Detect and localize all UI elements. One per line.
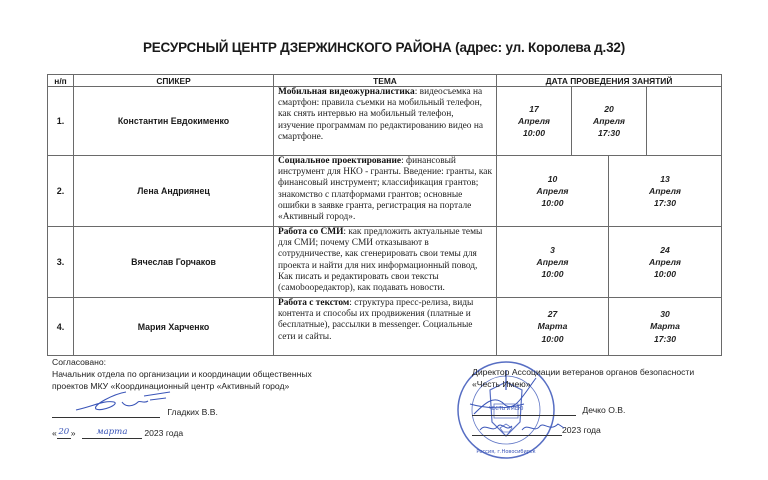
header-speaker: СПИКЕР bbox=[74, 75, 274, 87]
footer-left bbox=[52, 356, 312, 439]
date-month: Апреля bbox=[649, 185, 681, 196]
header-topic: ТЕМА bbox=[274, 75, 497, 87]
topic-title: Работа с текстом bbox=[278, 298, 350, 308]
date-day: 13 bbox=[660, 173, 670, 184]
right-signature-line bbox=[472, 404, 694, 416]
date-day-handwritten: 20 bbox=[58, 427, 70, 437]
date-time: 10:00 bbox=[541, 333, 564, 344]
date-month: Марта bbox=[537, 321, 568, 332]
date-cell bbox=[609, 227, 722, 298]
date-month: Апреля bbox=[518, 115, 550, 126]
left-date-line: « 20 » марта 2023 года bbox=[52, 427, 184, 438]
topic-text: : видеосъемка на смартфон: правила съемки на мобильный телефон, как снять интервью на мобильный телефон, изучение программам по редактированию видео на смартфоне. bbox=[278, 87, 484, 142]
left-position-line1: Начальник отдела по организации и координации общественных bbox=[52, 369, 312, 379]
speaker-name: Мария Харченко bbox=[74, 298, 274, 356]
date-time: 17:30 bbox=[598, 128, 620, 139]
date-day: 20 bbox=[604, 103, 614, 114]
date-time: 10:00 bbox=[541, 269, 564, 280]
topic-title: Работа со СМИ bbox=[278, 227, 344, 237]
stamp-city: Россия, г.Новосибирск bbox=[476, 449, 536, 455]
right-position-line1: Директор Ассоциации ветеранов органов безопасности bbox=[472, 367, 695, 377]
topic-text: : финансовый инструмент для НКО - гранты. Введение: гранты, как финансовый инструмент; классификация грантов; знакомство с платформами грантов; основные ошибки в заявке гранта, регистрация на портале «Активный город». bbox=[278, 156, 493, 223]
topic-text: : структура пресс-релиза, виды контента и способы их продвижения (платные и бесплатные), рассылки в messenger. Социальные сети и сайты. bbox=[278, 298, 474, 342]
left-signature-line bbox=[52, 406, 312, 418]
handwritten-date-icon bbox=[478, 418, 568, 438]
topic-cell bbox=[274, 87, 497, 156]
topic-text: : как предложить актуальные темы для СМИ; почему СМИ отказывают в сотрудничестве, как сгенерировать свои темы для проекта и найти для них информационный повод, Как писать и редактировать свои тексты (самоbooредактор), как подавать новости. bbox=[278, 227, 483, 294]
date-cell bbox=[609, 298, 722, 356]
date-time: 10:00 bbox=[541, 198, 564, 209]
date-cell bbox=[497, 87, 572, 156]
signature-icon bbox=[464, 374, 544, 424]
right-position-line2: «Честь Имею» bbox=[472, 379, 531, 389]
right-signer-name: Дечко О.В. bbox=[582, 405, 626, 415]
date-cell bbox=[497, 227, 609, 298]
table-row bbox=[48, 156, 722, 227]
date-time: 10:00 bbox=[523, 128, 545, 139]
date-day: 17 bbox=[529, 103, 539, 114]
date-cell bbox=[497, 156, 609, 227]
date-time: 17:30 bbox=[654, 198, 676, 209]
schedule-table bbox=[47, 74, 722, 356]
footer-right bbox=[472, 366, 694, 436]
header-num: н/п bbox=[48, 75, 74, 87]
date-month: Апреля bbox=[536, 185, 569, 196]
date-month: Апреля bbox=[593, 115, 625, 126]
table-row bbox=[48, 298, 722, 356]
left-date-year: 2023 года bbox=[144, 428, 184, 438]
table-row bbox=[48, 227, 722, 298]
agreed-label: Согласовано: bbox=[52, 357, 107, 367]
table-row bbox=[48, 87, 722, 156]
date-day: 10 bbox=[547, 173, 558, 184]
date-cell bbox=[572, 87, 647, 156]
date-day: 3 bbox=[550, 244, 555, 255]
date-month: Марта bbox=[650, 321, 680, 332]
page-title: РЕСУРСНЫЙ ЦЕНТР ДЗЕРЖИНСКОГО РАЙОНА (адрес: ул. Королева д.32) bbox=[142, 40, 626, 55]
right-date-line bbox=[472, 424, 694, 436]
signature-icon bbox=[74, 390, 174, 414]
date-cell-empty bbox=[647, 87, 722, 156]
stamp-text: ЧЕСТЬ ИМЕЮ bbox=[488, 406, 524, 412]
date-cell bbox=[497, 298, 609, 356]
date-month-handwritten: марта bbox=[82, 426, 142, 439]
date-time: 17:30 bbox=[654, 333, 676, 344]
speaker-name: Константин Евдокименко bbox=[74, 87, 274, 156]
date-month: Апреля bbox=[536, 256, 569, 267]
speaker-name: Вячеслав Горчаков bbox=[74, 227, 274, 298]
row-number: 2. bbox=[48, 156, 74, 227]
row-number: 3. bbox=[48, 227, 74, 298]
date-cell bbox=[609, 156, 722, 227]
date-day: 24 bbox=[660, 244, 670, 255]
topic-title: Социальное проектирование bbox=[278, 156, 402, 166]
date-month: Апреля bbox=[649, 256, 681, 267]
left-signer-name: Гладких В.В. bbox=[167, 407, 218, 417]
date-day: 30 bbox=[660, 309, 670, 320]
row-number: 4. bbox=[48, 298, 74, 356]
topic-cell bbox=[274, 227, 497, 298]
left-position-line2: проектов МКУ «Координационный центр «Активный город» bbox=[52, 381, 290, 391]
topic-cell bbox=[274, 298, 497, 356]
row-number: 1. bbox=[48, 87, 74, 156]
date-time: 10:00 bbox=[654, 269, 676, 280]
speaker-name: Лена Андриянец bbox=[74, 156, 274, 227]
table-header-row bbox=[48, 75, 722, 87]
signature-blank bbox=[52, 417, 160, 418]
date-day: 27 bbox=[547, 309, 558, 320]
header-dates: ДАТА ПРОВЕДЕНИЯ ЗАНЯТИЙ bbox=[497, 75, 722, 87]
topic-title: Мобильная видеожурналистика bbox=[278, 87, 415, 97]
right-date-year: 2023 года bbox=[562, 425, 601, 435]
topic-cell bbox=[274, 156, 497, 227]
